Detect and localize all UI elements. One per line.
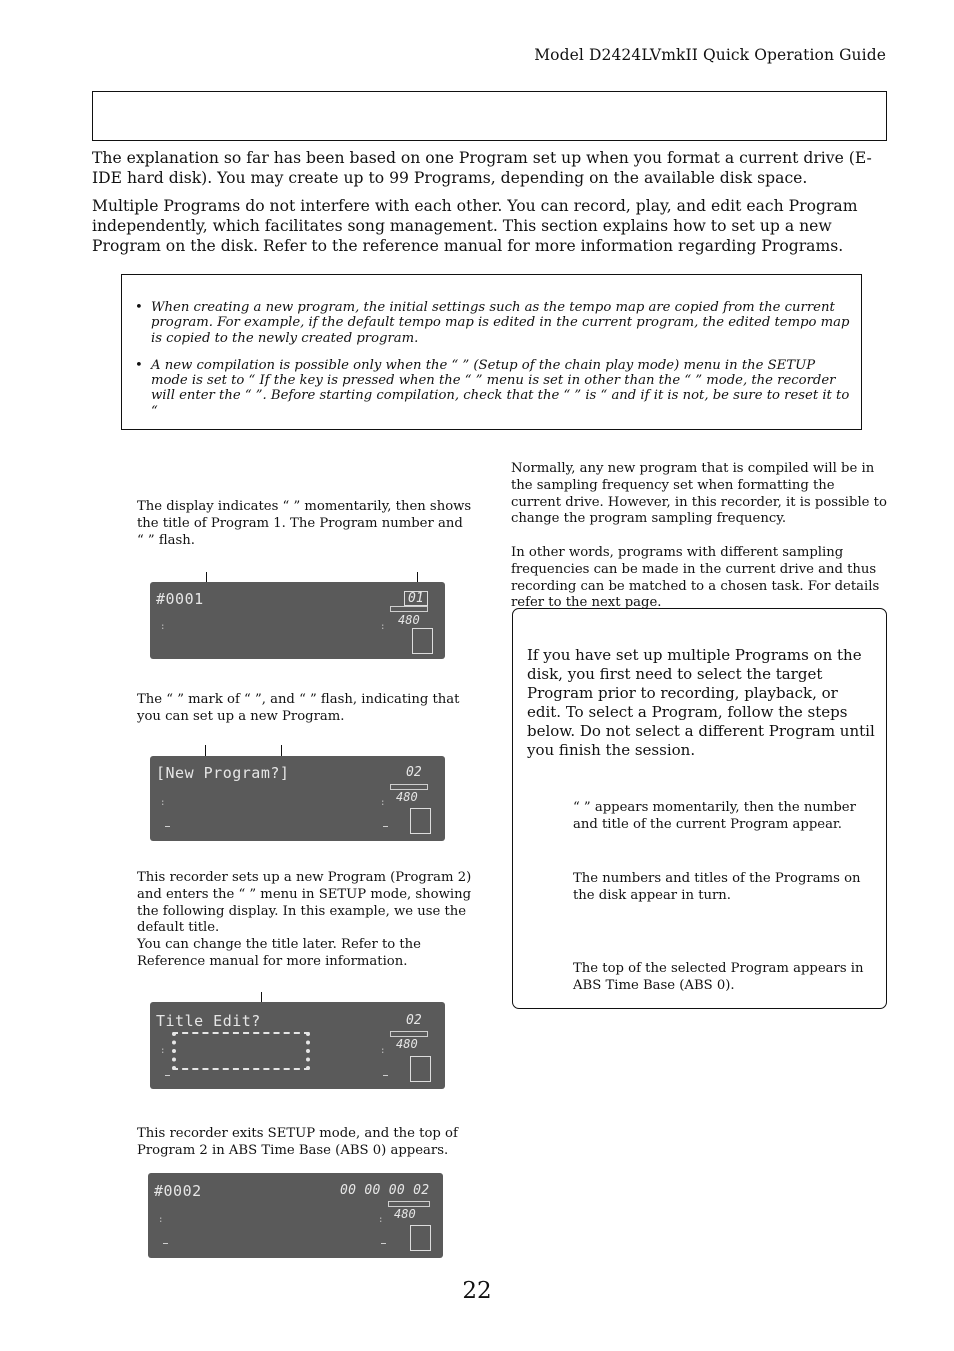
- lcd-marker-box: [410, 1225, 431, 1251]
- lcd-main-text: Title Edit?: [156, 1012, 261, 1030]
- section-title-box: [92, 91, 887, 141]
- lcd-bar: [390, 606, 428, 612]
- intro-paragraph-2: Multiple Programs do not interfere with each other. You can record, play, and edit each Program independently, which facilitates song management. This section explains how to set up a new Program on the disk. Refer to the reference manual for more information regarding Programs.: [92, 197, 858, 255]
- intro-paragraph-1: The explanation so far has been based on one Program set up when you format a current drive (E-IDE hard disk). You may create up to 99 Programs, depending on the available disk space.: [92, 149, 872, 187]
- lcd-program-number: 01: [404, 591, 428, 606]
- lcd-display-4: [148, 1173, 443, 1258]
- step-2-text: The “ ” mark of “ ”, and “ ” flash, indicating that you can set up a new Program.: [137, 692, 460, 724]
- lcd-dot: :: [160, 798, 166, 808]
- lcd-dot: :: [380, 1046, 386, 1056]
- lcd-dash: [165, 1075, 170, 1076]
- note-text: When creating a new program, the initial settings such as the tempo map are copied from the current program. For example, if the default tempo map is edited in the current program, the edited tempo map is copied to the newly created program.: [151, 300, 850, 346]
- notes-box: [121, 274, 862, 430]
- lcd-display-2: [150, 756, 445, 841]
- select-step-1: “ ” appears momentarily, then the number and title of the current Program appear.: [573, 800, 856, 832]
- lcd-marker-box: [410, 808, 431, 834]
- page-number: 22: [462, 1278, 492, 1304]
- select-step-2: The numbers and titles of the Programs on the disk appear in turn.: [573, 871, 861, 903]
- lcd-dot: :: [160, 622, 166, 632]
- step-1-text: The display indicates “ ” momentarily, then shows the title of Program 1. The Program number and “ ” flash.: [137, 499, 472, 548]
- lcd-main-text: [New Program?]: [156, 764, 290, 782]
- lcd-display-3: [150, 1002, 445, 1089]
- bullet: •: [135, 300, 143, 315]
- lcd-dash: [383, 826, 388, 827]
- lcd-frequency: 480: [396, 790, 418, 804]
- lcd-dash: [383, 1075, 388, 1076]
- lcd-dot: :: [160, 1046, 166, 1056]
- lcd-program-number: 02: [406, 765, 422, 780]
- lcd-frequency: 480: [394, 1207, 416, 1221]
- step-3-text: This recorder sets up a new Program (Program 2) and enters the “ ” menu in SETUP mode, showing the following display. In this example, we use the default title. You can change the title later. Refer to the Reference manual for more information.: [137, 870, 472, 969]
- sampling-frequency-paragraph-2: In other words, programs with different sampling frequencies can be made in the current drive and thus recording can be matched to a chosen task. For details refer to the next page.: [511, 545, 880, 611]
- lcd-main-text: #0001: [156, 590, 204, 608]
- lcd-dash: [165, 826, 170, 827]
- lcd-display-1: [150, 582, 445, 659]
- lcd-dash: [163, 1243, 168, 1244]
- select-program-box: [512, 608, 887, 1009]
- lcd-program-number: 02: [406, 1013, 422, 1028]
- lcd-dot: :: [158, 1215, 164, 1225]
- select-step-3: The top of the selected Program appears in ABS Time Base (ABS 0).: [573, 961, 864, 993]
- lcd-title-edit-field: [172, 1032, 310, 1070]
- lcd-dash: [381, 1243, 386, 1244]
- lcd-dot: :: [378, 1215, 384, 1225]
- select-program-intro: If you have set up multiple Programs on the disk, you first need to select the target Program prior to recording, playback, or edit. To select a Program, follow the steps below. Do not select a different Program until you finish the session.: [527, 646, 875, 759]
- note-text: A new compilation is possible only when the “ ” (Setup of the chain play mode) menu in the SETUP mode is set to “ If the key is pressed when the “ ” menu is set in other than the “ ” mode, the recorder will enter the “ ”. Before starting compilation, check that the “ ” is “ and if it is not, be sure to reset it to “: [151, 357, 850, 419]
- bullet: •: [135, 357, 143, 373]
- lcd-marker-box: [412, 628, 433, 654]
- lcd-marker-box: [410, 1056, 431, 1082]
- step-4-text: This recorder exits SETUP mode, and the top of Program 2 in ABS Time Base (ABS 0) appears.: [137, 1126, 458, 1158]
- note-item: [134, 358, 854, 419]
- lcd-time-counter: 00 00 00 02: [340, 1183, 430, 1198]
- lcd-frequency: 480: [398, 613, 420, 627]
- lcd-frequency: 480: [396, 1037, 418, 1051]
- lcd-dot: :: [380, 622, 386, 632]
- sampling-frequency-paragraph: Normally, any new program that is compiled will be in the sampling frequency set when formatting the current drive. However, in this recorder, it is possible to change the program sampling frequency.: [511, 461, 887, 527]
- lcd-dot: :: [380, 798, 386, 808]
- page-header: Model D2424LVmkII Quick Operation Guide: [534, 46, 886, 64]
- lcd-main-text: #0002: [154, 1182, 202, 1200]
- note-item: [134, 300, 854, 346]
